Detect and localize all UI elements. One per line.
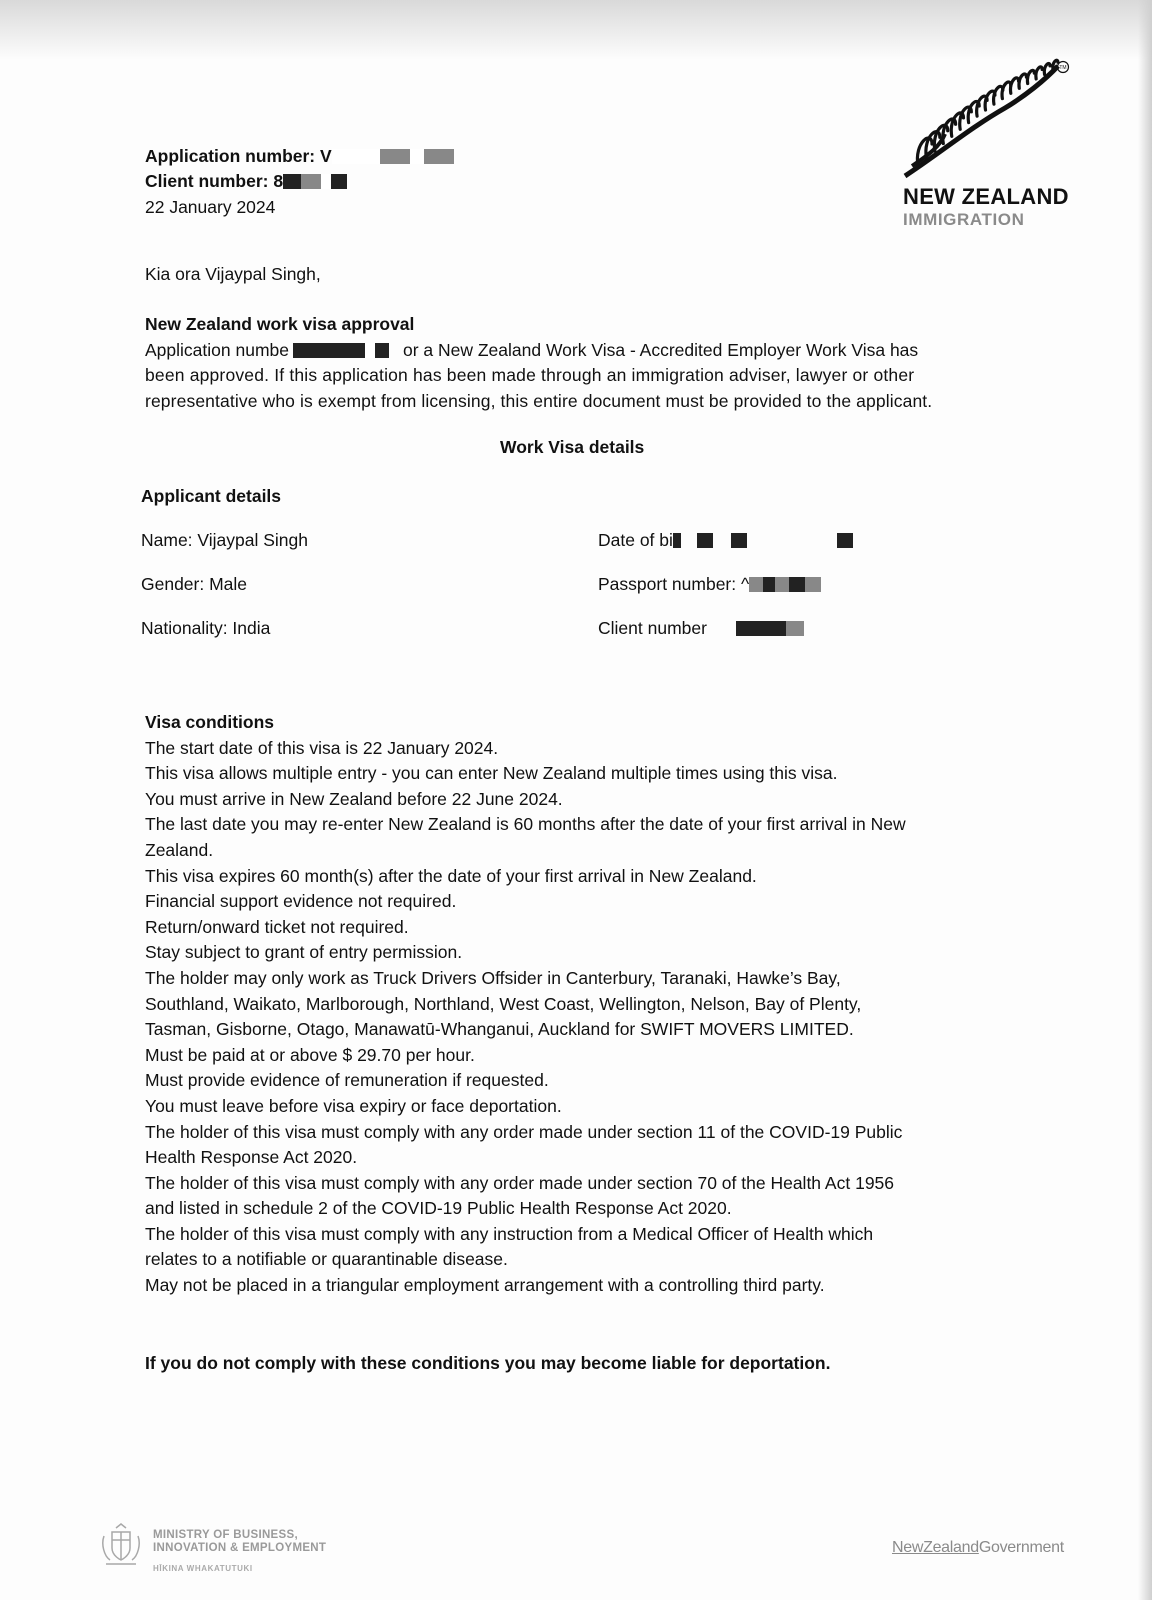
redaction xyxy=(731,533,747,548)
condition-line: Southland, Waikato, Marlborough, Northland, West Coast, Wellington, Nelson, Bay of Plenty, xyxy=(145,993,862,1014)
applicant-nationality: Nationality: India xyxy=(141,618,271,638)
condition-line: Must provide evidence of remuneration if requested. xyxy=(145,1070,549,1091)
condition-line: You must leave before visa expiry or face deportation. xyxy=(145,1095,562,1116)
client-number-line xyxy=(145,169,347,195)
mbie-name xyxy=(153,1529,326,1555)
redaction xyxy=(301,174,321,189)
applicant-gender: Gender: Male xyxy=(141,574,248,594)
condition-line: This visa expires 60 month(s) after the date of your first arrival in New Zealand. xyxy=(145,865,757,886)
redaction xyxy=(736,621,786,636)
date-of-birth xyxy=(598,528,853,554)
fern-logo-icon xyxy=(900,58,1080,183)
redaction xyxy=(321,343,365,358)
redaction xyxy=(321,174,331,189)
condition-line: relates to a notifiable or quarantinable disease. xyxy=(145,1249,508,1270)
approval-text: or a New Zealand Work Visa - Accredited Employer Work Visa has xyxy=(402,340,919,360)
applicant-details-heading: Applicant details xyxy=(141,486,282,506)
redaction xyxy=(332,149,380,164)
visa-conditions xyxy=(145,710,1015,1299)
approval-line-3: representative who is exempt from licensing, this entire document must be provided to the applicant. xyxy=(145,391,933,411)
condition-line: The start date of this visa is 22 January 2024. xyxy=(145,737,499,758)
application-number-line xyxy=(145,144,454,170)
mbie-maori-name: HĪKINA WHAKATUTUKI xyxy=(153,1564,253,1573)
condition-line: The holder of this visa must comply with any order made under section 11 of the COVID-19 Public xyxy=(145,1121,903,1142)
redaction xyxy=(424,149,454,164)
nz-government-logo xyxy=(892,1539,1064,1557)
redaction xyxy=(749,577,763,592)
redaction xyxy=(283,174,301,189)
redaction xyxy=(789,577,805,592)
condition-line: Stay subject to grant of entry permission. xyxy=(145,942,463,963)
condition-line: Return/onward ticket not required. xyxy=(145,916,409,937)
mbie-footer xyxy=(98,1522,327,1573)
approval-line-2: been approved. If this application has been made through an immigration adviser, lawyer or other xyxy=(145,365,915,385)
condition-line: Health Response Act 2020. xyxy=(145,1147,358,1168)
approval-heading: New Zealand work visa approval xyxy=(145,314,415,334)
scan-shadow-top xyxy=(0,0,1152,60)
passport-number-label: Passport number: ^ xyxy=(598,574,750,594)
condition-line: The holder of this visa must comply with any order made under section 70 of the Health Act 1956 xyxy=(145,1172,895,1193)
logo-new-zealand: NEW ZEALAND xyxy=(903,184,1069,209)
approval-text: Application numbe xyxy=(145,340,289,360)
condition-line: The last date you may re-enter New Zealand is 60 months after the date of your first arrival in New xyxy=(145,814,906,835)
applicant-name: Name: Vijaypal Singh xyxy=(141,530,308,550)
redaction xyxy=(763,577,775,592)
redaction xyxy=(293,343,321,358)
date-of-birth-label: Date of bi xyxy=(598,530,673,550)
mbie-line-1: MINISTRY OF BUSINESS, xyxy=(153,1529,298,1541)
condition-line: May not be placed in a triangular employment arrangement with a controlling third party. xyxy=(145,1275,825,1296)
condition-line: This visa allows multiple entry - you can enter New Zealand multiple times using this visa. xyxy=(145,763,838,784)
redaction xyxy=(697,533,713,548)
redaction xyxy=(673,533,681,548)
redaction xyxy=(805,577,821,592)
scan-shadow-right xyxy=(1138,0,1152,1600)
passport-number xyxy=(598,572,821,598)
condition-line: Zealand. xyxy=(145,839,214,860)
redaction xyxy=(380,149,410,164)
greeting: Kia ora Vijaypal Singh, xyxy=(145,264,321,284)
approval-line-1 xyxy=(145,338,918,364)
condition-line: The holder of this visa must comply with any instruction from a Medical Officer of Health which xyxy=(145,1223,874,1244)
client-number-label-2: Client number xyxy=(598,618,707,638)
condition-line: and listed in schedule 2 of the COVID-19 Public Health Response Act 2020. xyxy=(145,1198,732,1219)
deportation-warning: If you do not comply with these conditions you may become liable for deportation. xyxy=(145,1353,831,1373)
letter-date: 22 January 2024 xyxy=(145,197,276,217)
redaction xyxy=(375,343,389,358)
nz-government-part-2: Government xyxy=(978,1539,1064,1556)
nz-government-part-1: NewZealand xyxy=(892,1539,979,1556)
applicant-client-number xyxy=(598,616,804,642)
conditions-list xyxy=(145,736,1015,1299)
redaction xyxy=(786,621,804,636)
coat-of-arms-icon xyxy=(98,1522,144,1568)
condition-line: Financial support evidence not required. xyxy=(145,891,457,912)
condition-line: The holder may only work as Truck Drivers Offsider in Canterbury, Taranaki, Hawke’s Bay, xyxy=(145,967,841,988)
redaction xyxy=(365,343,375,358)
redaction xyxy=(837,533,853,548)
condition-line: Tasman, Gisborne, Otago, Manawatū-Whanganui, Auckland for SWIFT MOVERS LIMITED. xyxy=(145,1019,854,1040)
tm-mark: TM xyxy=(1059,65,1067,71)
redaction xyxy=(775,577,789,592)
condition-line: Must be paid at or above $ 29.70 per hour. xyxy=(145,1044,475,1065)
client-number-label: Client number: 8 xyxy=(145,171,284,191)
visa-conditions-heading: Visa conditions xyxy=(145,712,275,732)
condition-line: You must arrive in New Zealand before 22 June 2024. xyxy=(145,788,563,809)
redaction xyxy=(331,174,347,189)
mbie-line-2: INNOVATION & EMPLOYMENT xyxy=(153,1542,327,1554)
redaction xyxy=(410,149,424,164)
logo-immigration: IMMIGRATION xyxy=(903,210,1025,229)
application-number-label: Application number: V xyxy=(145,146,332,166)
work-visa-details-title: Work Visa details xyxy=(500,437,645,457)
